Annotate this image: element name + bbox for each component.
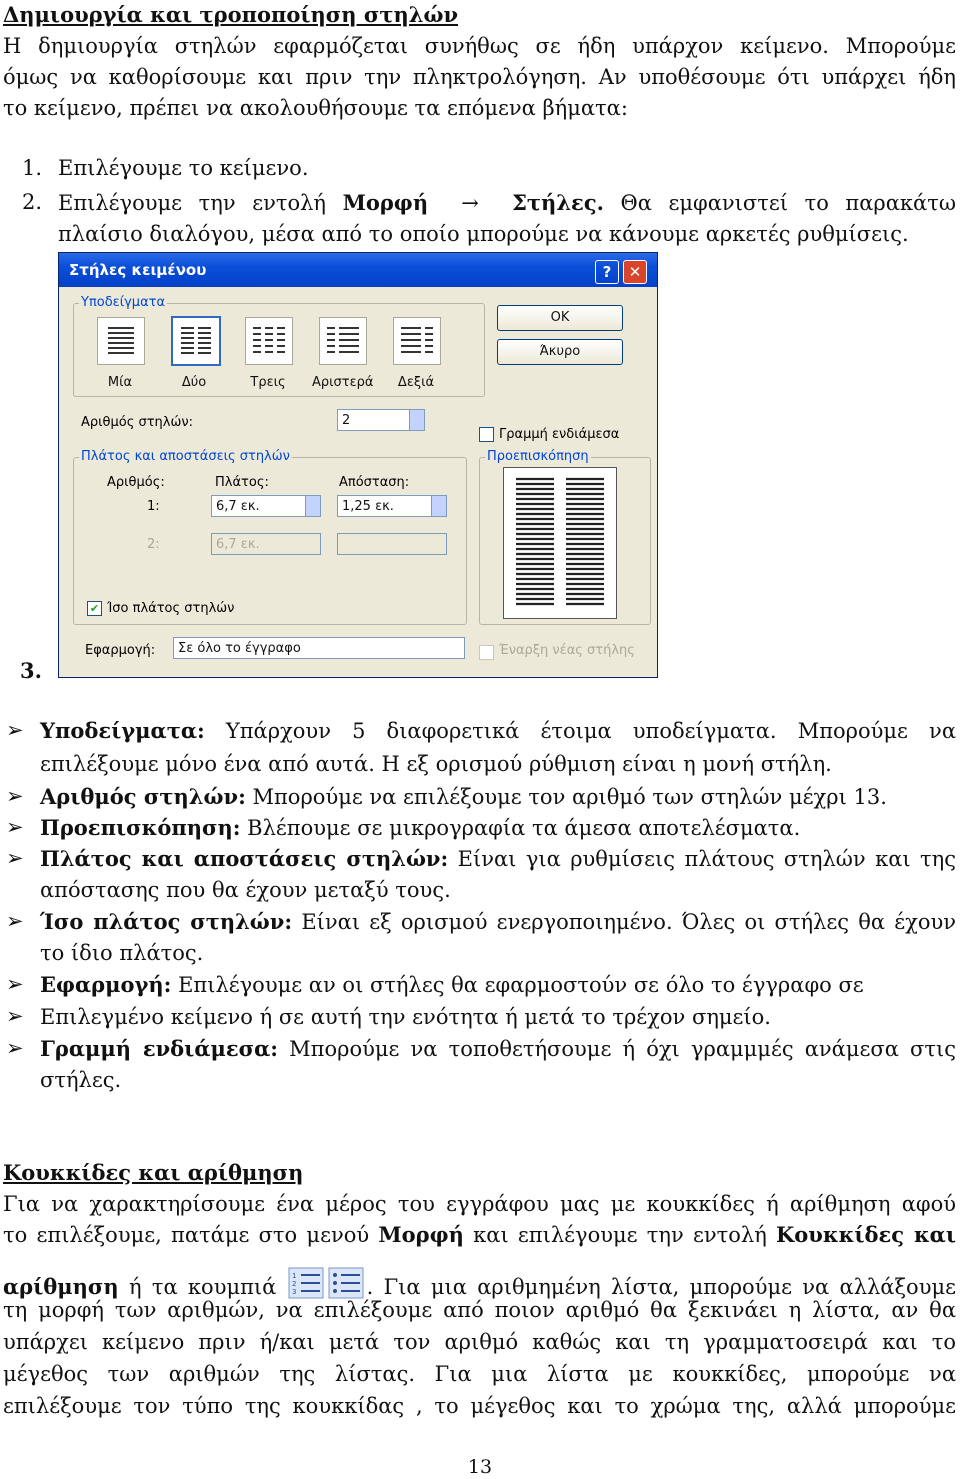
section-heading-bullets: Κουκκίδες και αρίθμηση (3, 1160, 304, 1185)
preset-one[interactable] (97, 317, 145, 365)
svg-text:3: 3 (291, 1288, 297, 1296)
page-number: 13 (467, 1456, 493, 1478)
arrow-bullet-icon: ➢ (6, 846, 24, 870)
arrow-bullet-icon: ➢ (6, 784, 24, 808)
bullet-cont: το ίδιο πλάτος. (40, 941, 204, 965)
row2-width-input: 6,7 εκ. (211, 533, 321, 555)
close-button[interactable]: ✕ (623, 260, 647, 284)
bullets-line-3: αρίθμηση ή τα κουμπιά 1 2 3 . Για μια αριθμημένη λίστα, μπορούμε να αλλάξουμε (3, 1266, 956, 1300)
row1-spacing-spinner[interactable] (431, 496, 446, 516)
line-between-label: Γραμμή ενδιάμεσα (499, 427, 620, 442)
bullet-text: Προεπισκόπηση: Βλέπουμε σε μικρογραφία τα άμεσα αποτελέσματα. (40, 815, 801, 840)
arrow-bullet-icon: ➢ (6, 909, 24, 933)
preset-label-one: Μία (107, 375, 133, 390)
intro-line-2: όμως να καθορίσουμε και πριν την πληκτρολόγηση. Αν υποθέσουμε ότι υπάρχει ήδη (3, 65, 956, 89)
line-between-checkbox[interactable] (479, 427, 494, 442)
bullets-line-1: Για να χαρακτηρίσουμε ένα μέρος του εγγράφου μας με κουκκίδες ή αρίθμηση αφού (3, 1192, 956, 1216)
presets-label: Υποδείγματα (81, 295, 166, 310)
step-2-number: 2. (22, 190, 43, 214)
bullet-text: Γραμμή ενδιάμεσα: Μπορούμε να τοποθετήσουμε ή όχι γραμμμές ανάμεσα στις (40, 1036, 956, 1061)
arrow-bullet-icon: ➢ (6, 718, 24, 742)
col-num-header: Αριθμός: (107, 475, 165, 490)
arrow-bullet-icon: ➢ (6, 1004, 24, 1028)
preset-label-left: Αριστερά (312, 375, 374, 390)
equal-width-label: Ίσο πλάτος στηλών (107, 601, 235, 616)
apply-label: Εφαρμογή: (85, 643, 156, 658)
bullet-text: Αριθμός στηλών: Μπορούμε να επιλέξουμε τον αριθμό των στηλών μέχρι 13. (40, 784, 887, 809)
width-header: Πλάτος: (215, 475, 269, 490)
bullet-cont: απόστασης που θα έχουν μεταξύ τους. (40, 878, 451, 902)
preset-right[interactable] (393, 317, 441, 365)
new-column-checkbox (479, 645, 494, 660)
step-3-number: 3. (20, 658, 42, 683)
row1-width-spinner[interactable] (305, 496, 320, 516)
section-heading-columns: Δημιουργία και τροποποίηση στηλών (3, 2, 459, 27)
bullet-text: Πλάτος και αποστάσεις στηλών: Είναι για ρυθμίσεις πλάτους στηλών και της (40, 846, 956, 871)
step-2-text: Επιλέγουμε την εντολή Μορφή → Στήλες. Θα εμφανιστεί το παρακάτω (58, 190, 956, 215)
preset-label-three: Τρεις (250, 375, 286, 390)
row1-number: 1: (147, 499, 160, 514)
bullet-text: Επιλεγμένο κείμενο ή σε αυτή την ενότητα ή μετά το τρέχον σημείο. (40, 1005, 771, 1029)
new-column-label: Έναρξη νέας στήλης (499, 643, 635, 658)
intro-line-1: Η δημιουργία στηλών εφαρμόζεται συνήθως σε ήδη υπάρχον κείμενο. Μπορούμε (3, 34, 956, 58)
arrow-bullet-icon: ➢ (6, 1036, 24, 1060)
num-cols-spinner[interactable] (409, 410, 424, 430)
preview-columns-graphic (504, 468, 616, 618)
bullet-cont: στήλες. (40, 1068, 122, 1092)
bullets-line-2: το επιλέξουμε, πατάμε στο μενού Μορφή και επιλέγουμε την εντολή Κουκκίδες και (3, 1222, 957, 1247)
apply-select[interactable]: Σε όλο το έγγραφο (173, 637, 465, 659)
step-2-line-2: πλαίσιο διαλόγου, μέσα από το οποίο μπορούμε να κάνουμε αρκετές ρυθμίσεις. (58, 222, 909, 246)
preset-left[interactable] (319, 317, 367, 365)
cancel-button[interactable]: Άκυρο (497, 339, 623, 365)
preset-two[interactable] (171, 316, 221, 366)
preset-three-icon (246, 318, 292, 364)
step-1-number: 1. (22, 156, 43, 180)
intro-line-3: το κείμενο, πρέπει να ακολουθήσουμε τα επόμενα βήματα: (3, 96, 628, 120)
bullet-text: Εφαρμογή: Επιλέγουμε αν οι στήλες θα εφαρμοστούν σε όλο το έγγραφο σε (40, 972, 864, 997)
row2-spacing-input (337, 533, 447, 555)
bullets-line-7: επιλέξουμε τον τύπο της κουκκίδας , το μέγεθος και το χρώμα της, αλλά μπορούμε (3, 1394, 956, 1418)
equal-width-checkbox[interactable]: ✔ (87, 601, 102, 616)
num-cols-label: Αριθμός στηλών: (81, 415, 194, 430)
arrow-bullet-icon: ➢ (6, 972, 24, 996)
bullet-text: Ίσο πλάτος στηλών: Είναι εξ ορισμού ενεργοποιημένο. Όλες οι στήλες θα έχουν (40, 909, 957, 934)
toolbar-buttons (287, 1266, 367, 1300)
num-cols-input[interactable]: 2 (337, 409, 425, 431)
svg-text:1: 1 (291, 1272, 297, 1280)
preset-right-icon (394, 318, 440, 364)
svg-text:2: 2 (291, 1280, 297, 1288)
bullets-line-6: μέγεθος των αριθμών της λίστας. Για μια λίστα με κουκκίδες, μπορούμε να (3, 1362, 956, 1386)
dialog-titlebar (59, 253, 657, 287)
columns-dialog (58, 252, 658, 678)
help-button[interactable]: ? (595, 260, 619, 284)
preset-left-icon (320, 318, 366, 364)
arrow-icon: → (461, 191, 479, 215)
preset-two-icon (173, 318, 219, 364)
bullet-text: Υποδείγματα: Υπάρχουν 5 διαφορετικά έτοιμα υποδείγματα. Μπορούμε να (40, 718, 956, 743)
preset-label-right: Δεξιά (397, 375, 435, 390)
preset-label-two: Δύο (181, 375, 207, 390)
numbering-bullets-icon[interactable] (287, 1266, 367, 1300)
preset-three[interactable] (245, 317, 293, 365)
bullets-line-5: υπάρχει κείμενο πριν ή/και μετά τον αριθμό καθώς και τη γραμματοσειρά και το (3, 1330, 956, 1354)
row1-spacing-input[interactable]: 1,25 εκ. (337, 495, 447, 517)
row2-number: 2: (147, 537, 160, 552)
ok-button[interactable]: OK (497, 305, 623, 331)
preview-page (503, 467, 617, 619)
row1-width-input[interactable]: 6,7 εκ. (211, 495, 321, 517)
dialog-title: Στήλες κειμένου (69, 261, 207, 279)
step-1-text: Επιλέγουμε το κείμενο. (58, 156, 309, 180)
bullets-line-4: τη μορφή των αριθμών, να επιλέξουμε από ποιον αριθμό θα ξεκινάει η λίστα, αν θα (3, 1298, 956, 1322)
arrow-bullet-icon: ➢ (6, 815, 24, 839)
bullet-cont: επιλέξουμε μόνο ένα από αυτά. Η εξ ορισμού ρύθμιση είναι η μονή στήλη. (40, 752, 832, 776)
spacing-header: Απόσταση: (339, 475, 410, 490)
width-spacing-label: Πλάτος και αποστάσεις στηλών (81, 449, 290, 464)
preview-label: Προεπισκόπηση (487, 449, 589, 464)
preset-one-icon (98, 318, 144, 364)
